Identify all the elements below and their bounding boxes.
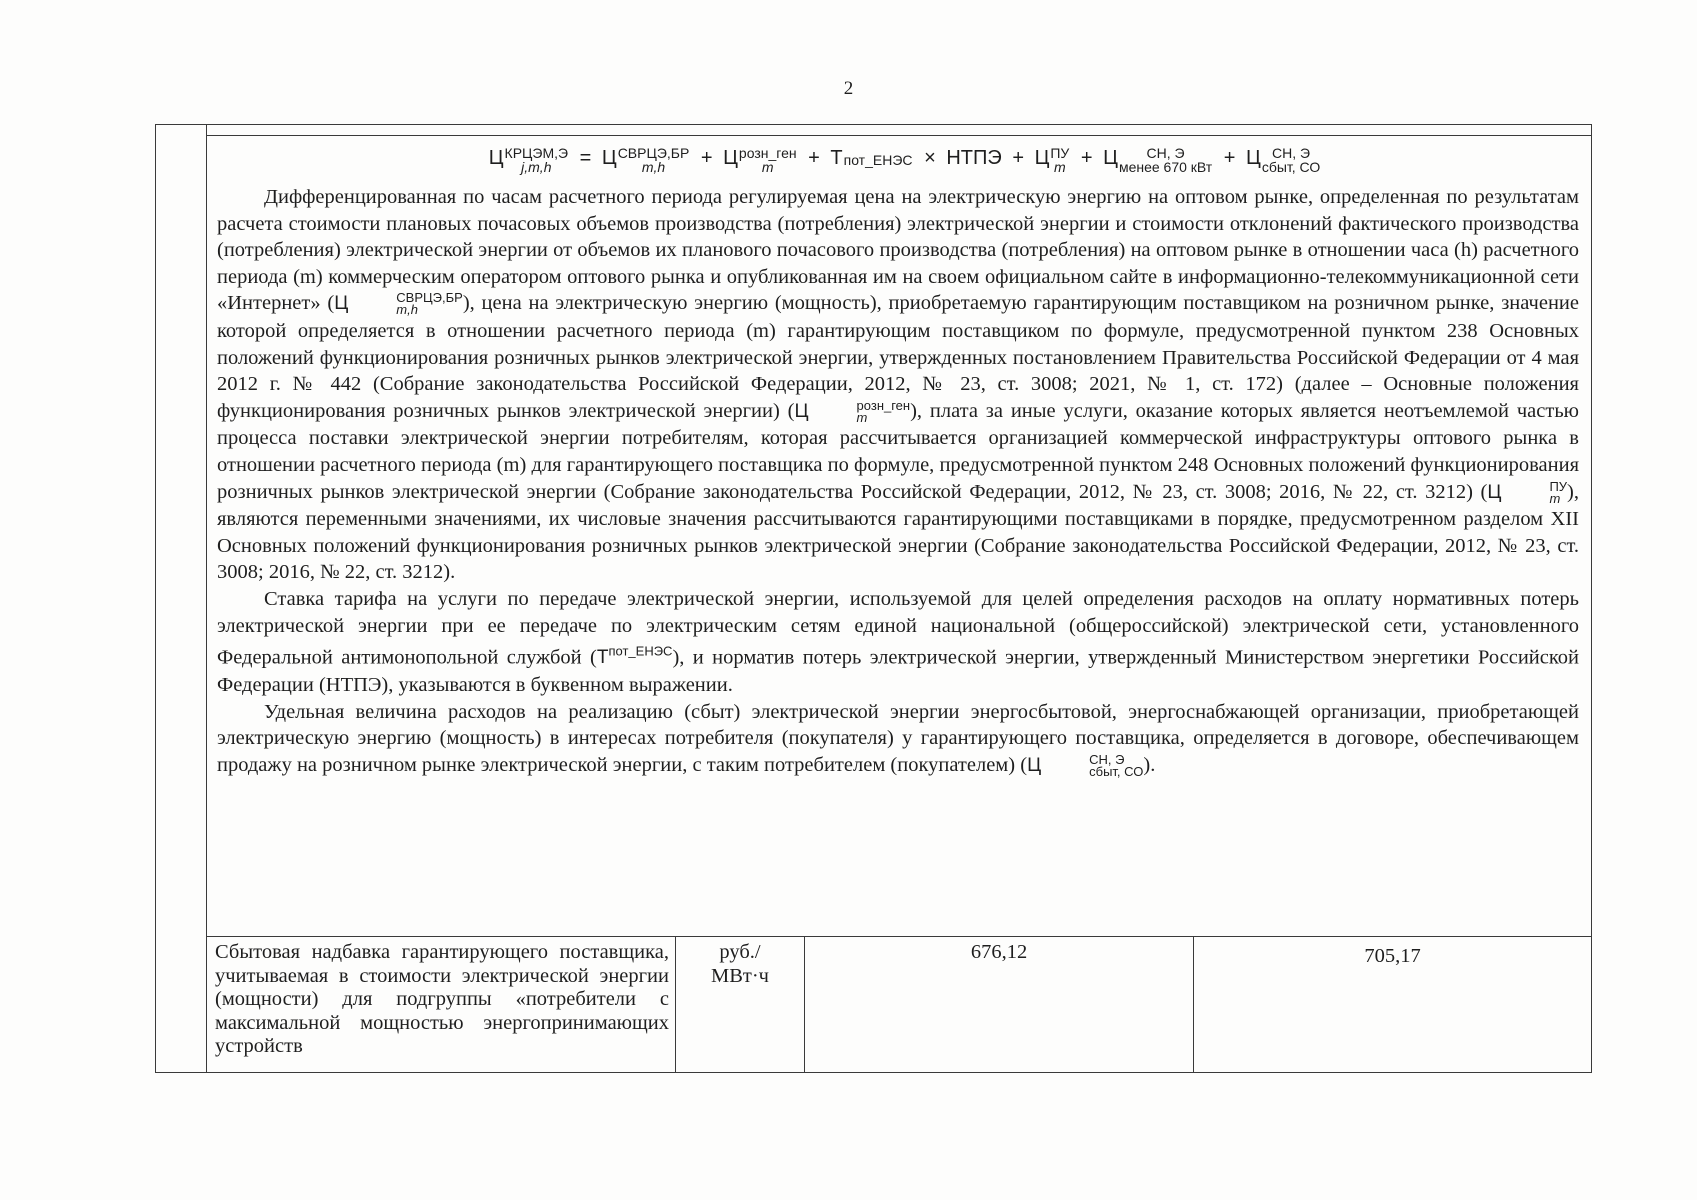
- formula-term-pot-enes: Т пот_ЕНЭС: [830, 147, 913, 169]
- symbol-svrce: Ц СВРЦЭ,БР m,h: [334, 290, 463, 318]
- row-description: Сбытовая надбавка гарантирующего поставщика, учитываемая в стоимости электрической энергии (мощности) для подгруппы «потребители с максимальной мощностью энергопринимающих устройств: [207, 937, 676, 1072]
- formula-lhs: Ц КРЦЭМ,Э j,m,h: [488, 144, 569, 175]
- paragraph-tariff-rate: Ставка тарифа на услуги по передаче электрической энергии, используемой для целей определения расходов на оплату нормативных потерь электрической энергии при ее передаче по электрическим сетям единой национальной (общероссийской) электрической сети, установленного Федеральной антимонопольной службой $(Т^{пот\_ЕНЭС})$, и норматив потерь электрической энергии, утвержденный Министерством энергетики Российской Федерации (НТПЭ), указываются в буквенном выражении.: [217, 587, 1579, 697]
- row-unit: руб./ МВт·ч: [676, 937, 805, 1072]
- symbol-rozn-gen: Ц розн_ген m: [794, 397, 911, 425]
- row-number-column: [156, 125, 207, 1072]
- symbol-pot-enes: $Т^{пот\_ЕНЭС}$: [596, 644, 673, 669]
- symbol-sbyt: Ц СН, Э сбыт, СО: [1027, 751, 1144, 779]
- row-value-first-half: 676,12: [805, 937, 1194, 1072]
- formula-term-ntpe: НТПЭ: [946, 147, 1002, 169]
- tariff-table: [155, 124, 1592, 1073]
- page-number: 2: [843, 78, 854, 99]
- formula-term-sbyt: Ц СН, Э сбыт, СО: [1246, 144, 1321, 175]
- symbol-pu: Ц ПУ m: [1487, 478, 1568, 506]
- price-formula: Ц КРЦЭМ,Э j,m,h = Ц СВРЦЭ,БР m,h + Ц розн_ген m + Т пот_ЕНЭС × НТПЭ + Ц ПУ m + Ц СН, Э менее 670 кВт + Ц СН, Э сбыт, СО: [488, 144, 1321, 175]
- row-value-second-half: 705,17: [1364, 945, 1421, 967]
- formula-term-sn-670: Ц СН, Э менее 670 кВт: [1103, 144, 1213, 175]
- paragraph-sales-costs: Удельная величина расходов на реализацию (сбыт) электрической энергии энергосбытовой, энергоснабжающей организации, приобретающей электрическую энергию (мощность) в интересах потребителя (покупателя) у гарантирующего поставщика, определяется в договоре, обеспечивающем продажу на розничном рынке электрической энергии, с таким потребителем (покупателем) (Ц СН, Э сбыт, СО ).: [217, 700, 1579, 779]
- paragraph-prices: Дифференцированная по часам расчетного периода регулируемая цена на электрическую энергию на оптовом рынке, определенная по результатам расчета стоимости плановых почасовых объемов производства (потребления) электрической энергии и стоимости отклонений фактического производства (потребления) электрической энергии от объемов их планового почасового производства (потребления) на оптовом рынке в отношении часа (h) расчетного периода (m) коммерческим оператором оптового рынка и опубликованная им на своем официальном сайте в информационно-телекоммуникационной сети «Интернет» (Ц СВРЦЭ,БР m,h ), цена на электрическую энергию (мощность), приобретаемую гарантирующим поставщиком на розничном рынке, значение которой определяется в отношении расчетного периода (m) гарантирующим поставщиком по формуле, предусмотренной пунктом 238 Основных положений функционирования розничных рынков электрической энергии, утвержденных постановлением Правительства Российской Федерации от 4 мая 2012 г. № 442 (Собрание законодательства Российской Федерации, 2012, № 23, ст. 3008; 2021, № 1, ст. 172) (далее – Основные положения функционирования розничных рынков электрической энергии) (Ц розн_ген m ), плата за иные услуги, оказание которых является неотъемлемой частью процесса поставки электрической энергии потребителям, которая рассчитывается организацией коммерческой инфраструктуры оптового рынка в отношении расчетного периода (m) для гарантирующего поставщика по формуле, предусмотренной пунктом 248 Основных положений функционирования розничных рынков электрической энергии (Собрание законодательства Российской Федерации, 2012, № 23, ст. 3008; 2016, № 22, ст. 3212) (Ц ПУ m ), являются переменными значениями, их числовые значения рассчитываются гарантирующими поставщиками в порядке, предусмотренном разделом XII Основных положений функционирования розничных рынков электрической энергии (Собрание законодательства Российской Федерации, 2012, № 23, ст. 3008; 2016, № 22, ст. 3212).: [217, 186, 1579, 584]
- formula-term-rozn-gen: Ц розн_ген m: [723, 144, 797, 175]
- formula-term-pu: Ц ПУ m: [1034, 144, 1070, 175]
- notes-cell: [207, 135, 1591, 937]
- formula-term-svrce: Ц СВРЦЭ,БР m,h: [601, 144, 690, 175]
- table-row: [207, 937, 1591, 1072]
